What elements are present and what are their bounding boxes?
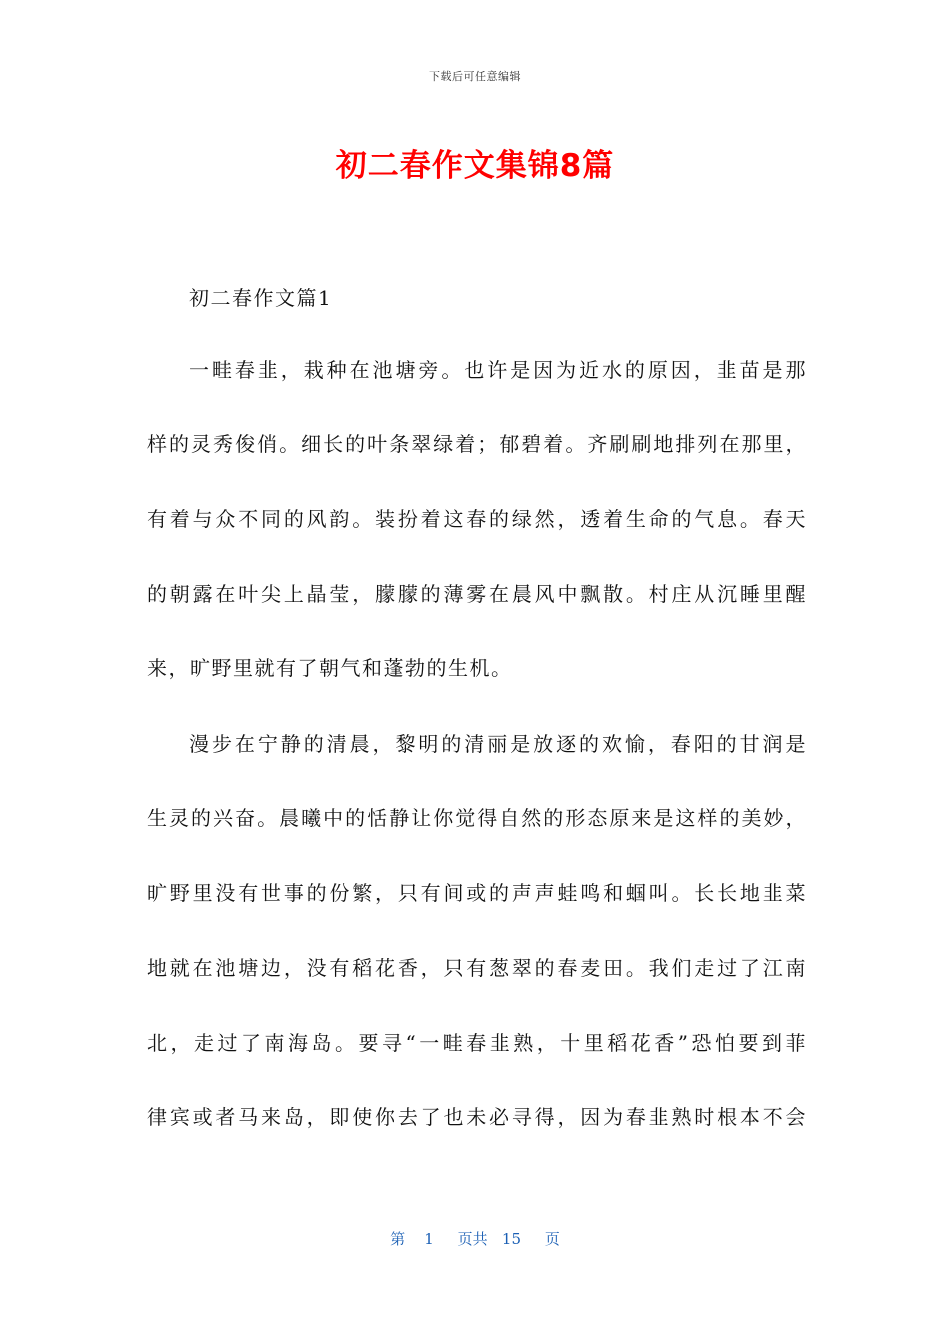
paragraph-line: 漫步在宁静的清晨，黎明的清丽是放逐的欢愉，春阳的甘润是 [189,732,807,756]
footer-total-pages: 15 [501,1230,522,1248]
paragraph-line: 一畦春韭，栽种在池塘旁。也许是因为近水的原因，韭苗是那 [189,358,807,382]
footer-middle: 页共 [457,1230,488,1248]
paragraph-line: 旷野里没有世事的份繁，只有间或的声声蛙鸣和蝈叫。长长地韭菜 [147,881,807,905]
paragraph-line: 地就在池塘边，没有稻花香，只有葱翠的春麦田。我们走过了江南 [147,956,807,980]
header-note: 下载后可任意编辑 [429,70,521,83]
paragraph-line: 的朝露在叶尖上晶莹，朦朦的薄雾在晨风中飘散。村庄从沉睡里醒 [147,582,807,606]
footer-suffix: 页 [544,1230,560,1248]
paragraph-line: 样的灵秀俊俏。细长的叶条翠绿着；郁碧着。齐刷刷地排列在那里， [147,432,807,456]
footer-page-number: 1 [424,1230,434,1248]
paragraph-line: 有着与众不同的风韵。装扮着这春的绿然，透着生命的气息。春天 [147,507,807,531]
paragraph-line: 北，走过了南海岛。要寻“一畦春韭熟，十里稻花香”恐怕要到菲 [147,1031,807,1055]
paragraph-line: 来，旷野里就有了朝气和蓬勃的生机。 [147,656,513,680]
section-heading: 初二春作文篇1 [189,286,333,310]
paragraph-line: 律宾或者马来岛，即使你去了也未必寻得，因为春韭熟时根本不会 [147,1105,807,1129]
page-footer [0,1228,950,1249]
paragraph-line: 生灵的兴奋。晨曦中的恬静让你觉得自然的形态原来是这样的美妙， [147,806,807,830]
footer-prefix: 第 [390,1230,406,1248]
document-title: 初二春作文集锦8篇 [335,148,615,184]
